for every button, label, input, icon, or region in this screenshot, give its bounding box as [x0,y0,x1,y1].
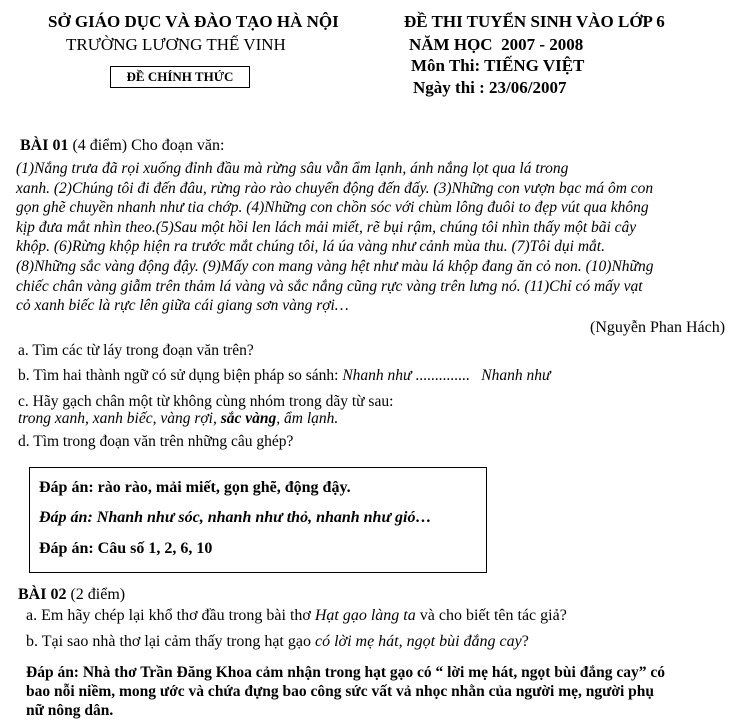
school-year-label: NĂM HỌC [409,35,493,54]
question-b-dots: .............. [415,367,470,384]
passage-line: gọn ghẽ chuyền nhanh như tia chớp. (4)Những con chồn sóc với chùm lông đuôi to đẹp vút qua không [16,199,649,217]
school-year [409,35,583,55]
bai2-qb-prefix: b. Tại sao nhà thơ lại cảm thấy trong hạt gạo [26,633,311,650]
bai2-answer-line: nữ nông dân. [26,702,114,719]
bai1-answer-box [29,467,487,573]
bai1-intro: Cho đoạn văn: [131,137,225,154]
bai2-points: (2 điểm) [70,586,126,603]
bai2-answer [26,663,665,720]
bai2-qb-italic: có lời mẹ hát, ngọt bùi đắng cay [314,633,522,650]
bai2-qa-suffix: và cho biết tên tác giả? [419,607,567,624]
bai1-question-b [18,367,550,385]
question-b-fill2: Nhanh như [481,367,551,384]
bai1-title: BÀI 01 [20,137,69,154]
subject-value: TIẾNG VIỆT [484,56,585,75]
exam-date-label: Ngày thi : [413,78,485,97]
question-c-words [18,410,338,428]
passage-line: (8)Những sắc vàng động đậy. (9)Mấy con mang vàng hệt như màu lá khộp đang ăn cỏ non. (10)Những [16,257,654,275]
bai1-question-c: c. Hãy gạch chân một từ không cùng nhóm trong dãy từ sau: [18,393,394,410]
answer-2: Đáp án: Nhanh như sóc, nhanh như thỏ, nhanh như gió… [39,509,432,526]
bai2-qa-prefix: a. Em hãy chép lại khổ thơ đầu trong bài thơ [26,607,311,624]
passage-line: cỏ xanh biếc là rực lên giữa cái giang sơn vàng rợi… [16,297,349,315]
official-stamp-box: ĐỀ CHÍNH THỨC [110,66,250,88]
school-year-value: 2007 - 2008 [501,35,584,54]
subject-label: Môn Thi: [411,56,481,75]
word-sac-vang: sắc vàng [220,410,277,427]
passage-line: (1)Nắng trưa đã rọi xuống đỉnh đầu mà rừng sâu vẫn ẩm lạnh, ánh nắng lọt qua lá trong [16,160,569,177]
answer-3: Đáp án: Câu số 1, 2, 6, 10 [39,540,213,557]
bai1-points: (4 điểm) [72,137,128,154]
passage-line: khộp. (6)Rừng khộp hiện ra trước mắt chúng tôi, lá úa vàng như cảnh mùa thu. (7)Tôi dụi mắt. [16,238,605,256]
word-list-part2: , ẩm lạnh. [276,410,339,427]
passage-line: chiếc chân vàng giẫm trên thảm lá vàng và sắc nắng cũng rực vàng trên lưng nó. (11)Chỉ có mấy vạt [16,277,643,295]
exam-date [413,78,566,98]
bai2-question-b [26,633,529,651]
passage-author: (Nguyễn Phan Hách) [590,319,726,336]
question-b-fill1: Nhanh như [342,367,412,384]
answer-1: Đáp án: rào rào, mải miết, gọn ghẽ, động đậy. [39,479,351,496]
bai2-question-a [26,607,567,625]
bai2-title: BÀI 02 [18,586,67,603]
bai1-question-d: d. Tìm trong đoạn văn trên những câu ghép? [18,433,294,450]
bai2-poem-title: Hạt gạo làng ta [314,607,416,624]
department-name: SỞ GIÁO DỤC VÀ ĐÀO TẠO HÀ NỘI [48,12,339,31]
passage-line: kịp đưa mắt nhìn theo.(5)Sau một hồi len lách mải miết, rẽ bụi rậm, chúng tôi nhìn thấy một bãi cây [16,218,637,236]
bai2-answer-line: Đáp án: Nhà thơ Trần Đăng Khoa cảm nhận trong hạt gạo có “ lời mẹ hát, ngọt bùi đắng cay” có [26,664,665,681]
bai2-heading [18,586,125,604]
bai2-answer-line: bao nỗi niềm, mong ước và chứa đựng bao công sức vất vả nhọc nhằn của người mẹ, người phụ [26,683,655,700]
word-list-part1: trong xanh, xanh biếc, vàng rợi, [18,410,217,427]
school-name: TRƯỜNG LƯƠNG THẾ VINH [66,35,286,54]
passage-line: xanh. (2)Chúng tôi đi đến đâu, rừng rào rào chuyển động đến đấy. (3)Những con vượn bạc má ôm con [16,179,654,197]
bai1-passage [16,159,740,316]
bai2-qb-suffix: ? [521,633,529,650]
exam-title: ĐỀ THI TUYỂN SINH VÀO LỚP 6 [404,12,665,31]
bai1-question-a: a. Tìm các từ láy trong đoạn văn trên? [18,342,254,359]
exam-date-value: 23/06/2007 [489,78,567,97]
bai1-heading [20,137,224,155]
question-b-prefix: b. Tìm hai thành ngữ có sử dụng biện pháp so sánh: [18,367,339,384]
subject [411,56,584,76]
